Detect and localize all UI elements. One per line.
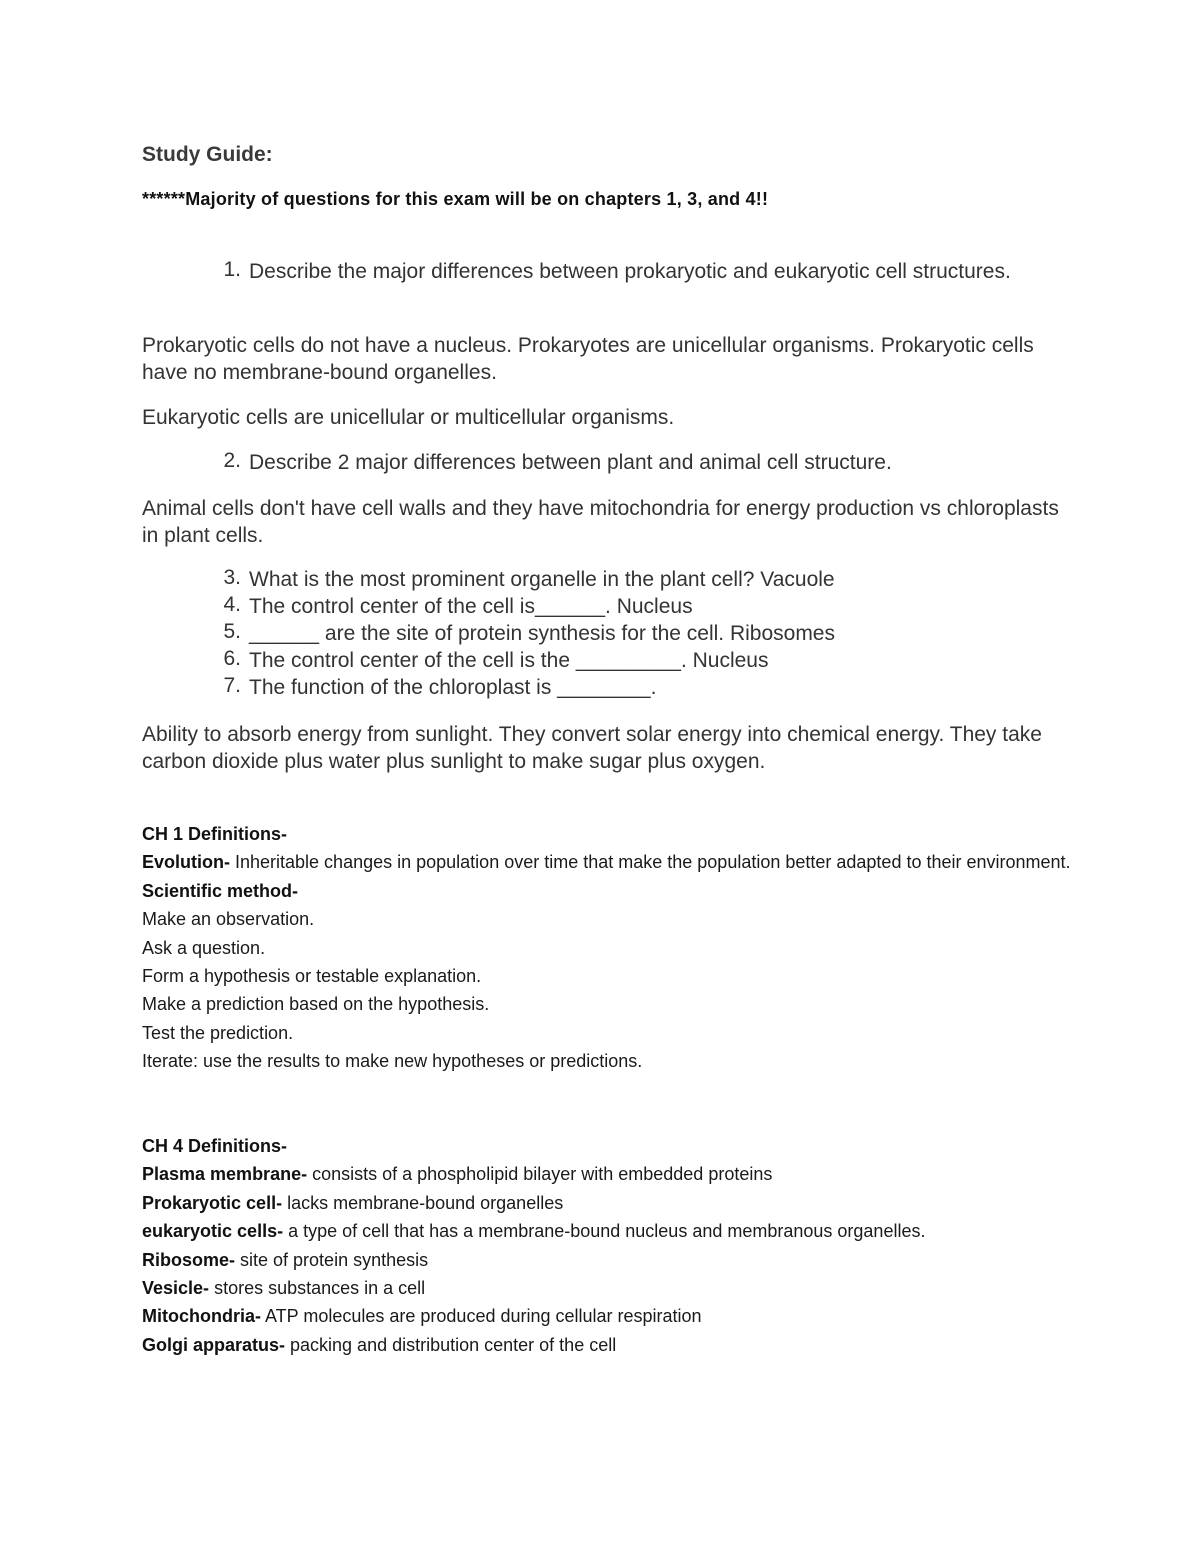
question-text: Describe the major differences between prokaryotic and eukaryotic cell structures. xyxy=(249,260,1011,283)
definition-text: a type of cell that has a membrane-bound nucleus and membranous organelles. xyxy=(283,1221,926,1242)
definition-term: Mitochondria- xyxy=(142,1306,261,1327)
question-text: ______ are the site of protein synthesis for the cell. Ribosomes xyxy=(249,622,835,645)
question-number: 3. xyxy=(223,566,241,589)
ch1-heading: CH 1 Definitions- xyxy=(142,824,288,844)
method-step: Test the prediction. xyxy=(142,1022,294,1043)
answer-2-paragraph: Animal cells don't have cell walls and they have mitochondria for energy production vs chloroplasts in plant cells. xyxy=(142,497,1059,547)
definition-mitochondria xyxy=(142,1302,1002,1330)
ch4-definitions xyxy=(142,1132,1002,1359)
page-title: Study Guide: xyxy=(142,143,273,166)
question-number: 1. xyxy=(223,258,241,281)
definition-term: Golgi apparatus- xyxy=(142,1334,286,1355)
method-step: Form a hypothesis or testable explanation. xyxy=(142,966,482,987)
question-text: The control center of the cell is______. Nucleus xyxy=(249,595,693,618)
definition-text: stores substances in a cell xyxy=(209,1278,426,1299)
definition-text: consists of a phospholipid bilayer with embedded proteins xyxy=(307,1164,773,1185)
definition-plasma-membrane xyxy=(142,1160,1002,1188)
answer-7-paragraph: Ability to absorb energy from sunlight. They convert solar energy into chemical energy. They take carbon dioxide plus water plus sunlight to make sugar plus oxygen. xyxy=(142,723,1042,773)
question-number: 5. xyxy=(223,620,241,643)
definition-term: Plasma membrane- xyxy=(142,1164,308,1185)
question-number: 7. xyxy=(223,674,241,697)
scientific-method-term: Scientific method- xyxy=(142,880,299,901)
question-number: 6. xyxy=(223,647,241,670)
definition-term: Prokaryotic cell- xyxy=(142,1192,283,1213)
definition-term: Evolution- xyxy=(142,852,230,873)
ch1-definitions xyxy=(142,820,1082,1076)
definition-term: Vesicle- xyxy=(142,1278,210,1299)
definition-text: ATP molecules are produced during cellular respiration xyxy=(261,1306,702,1327)
answer-1-paragraph-2: Eukaryotic cells are unicellular or multicellular organisms. xyxy=(142,406,675,429)
ch4-heading: CH 4 Definitions- xyxy=(142,1136,288,1156)
definition-eukaryotic-cells xyxy=(142,1217,1002,1245)
definition-term: Ribosome- xyxy=(142,1249,236,1270)
answer-1-paragraph-1: Prokaryotic cells do not have a nucleus. Prokaryotes are unicellular organisms. Prokaryotic cells have no membrane-bound organelles. xyxy=(142,334,1034,384)
question-number: 4. xyxy=(223,593,241,616)
definition-prokaryotic-cell xyxy=(142,1189,1002,1217)
question-text: Describe 2 major differences between plant and animal cell structure. xyxy=(249,451,892,474)
definition-evolution xyxy=(142,848,1082,876)
definition-text: lacks membrane-bound organelles xyxy=(282,1192,564,1213)
definition-ribosome xyxy=(142,1246,1002,1274)
question-text: What is the most prominent organelle in the plant cell? Vacuole xyxy=(249,568,835,591)
definition-vesicle xyxy=(142,1274,1002,1302)
method-step: Make a prediction based on the hypothesis. xyxy=(142,994,490,1015)
definition-golgi-apparatus xyxy=(142,1331,1002,1359)
question-text: The control center of the cell is the _________. Nucleus xyxy=(249,649,769,672)
method-step: Make an observation. xyxy=(142,909,315,930)
question-text: The function of the chloroplast is ________. xyxy=(249,676,657,699)
definition-term: eukaryotic cells- xyxy=(142,1221,284,1242)
exam-note: ******Majority of questions for this exam will be on chapters 1, 3, and 4!! xyxy=(142,189,769,209)
definition-text: packing and distribution center of the cell xyxy=(285,1334,617,1355)
definition-text: site of protein synthesis xyxy=(235,1249,429,1270)
definition-text: Inheritable changes in population over time that make the population better adapted to their environment. xyxy=(230,852,1071,873)
method-step: Ask a question. xyxy=(142,937,266,958)
question-number: 2. xyxy=(223,449,241,472)
method-step: Iterate: use the results to make new hypotheses or predictions. xyxy=(142,1051,643,1072)
